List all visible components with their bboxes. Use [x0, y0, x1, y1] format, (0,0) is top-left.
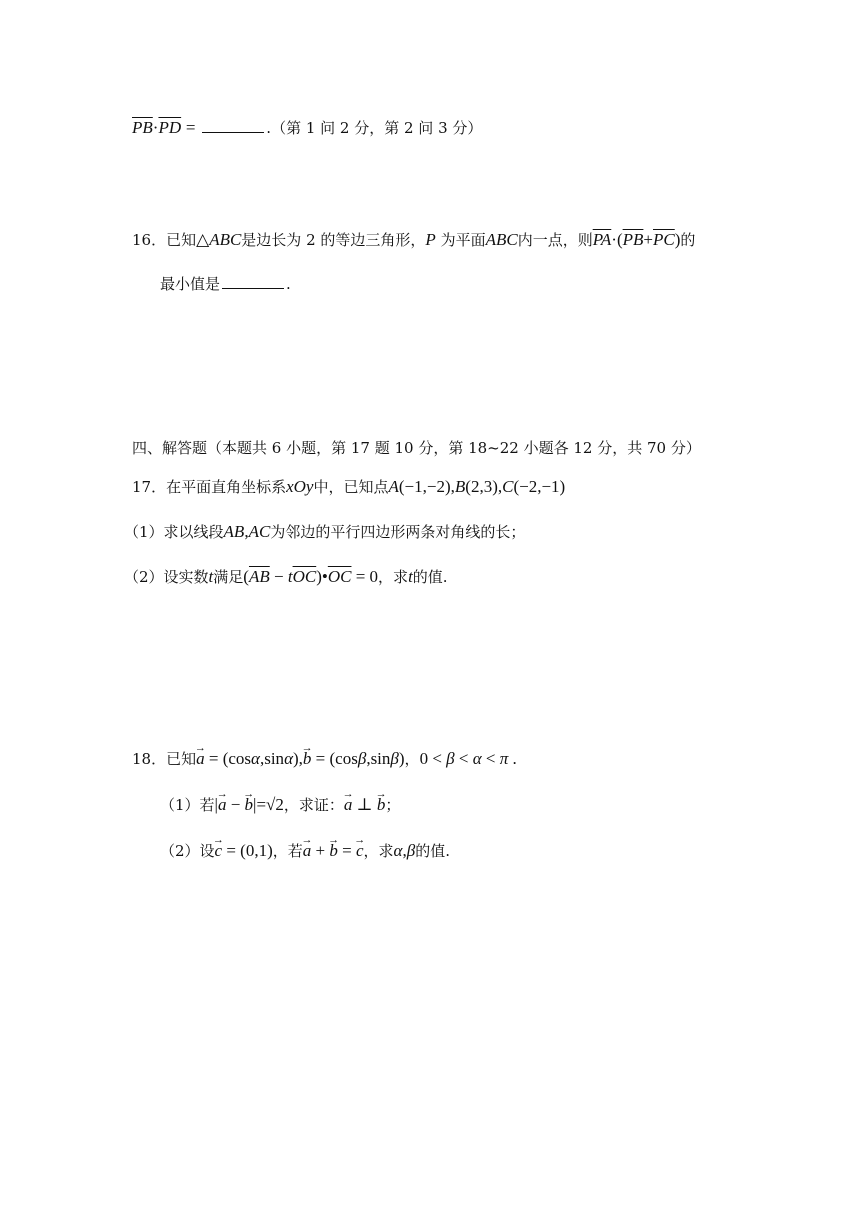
- section-heading-text: 四、解答题（本题共 6 小题，第 17 题 10 分，第 18~22 小题各 12 分，共 70 分）: [132, 439, 701, 457]
- question-18-part-1: [160, 792, 400, 818]
- dot-operator: ·: [152, 118, 159, 137]
- point-p: P: [425, 230, 436, 249]
- equals-sign: =: [337, 841, 356, 860]
- vector-pc: $\overline{PC}$: [653, 230, 675, 249]
- question-text: 最小值是: [160, 275, 221, 293]
- equals-sign: =: [185, 118, 196, 137]
- question-17-line: [132, 474, 565, 500]
- question-number: 16．: [132, 231, 167, 249]
- minus-sign: −: [269, 567, 288, 586]
- vector-pd: $\overline{PD}$: [158, 118, 182, 137]
- coords-c: (−2,−1): [513, 477, 566, 496]
- part-text: ，求: [363, 842, 394, 860]
- part-text: 为邻边的平行四边形两条对角线的长；: [270, 523, 526, 541]
- vector-b: → b: [377, 792, 386, 818]
- question-text: 在平面直角坐标系: [166, 478, 287, 496]
- alpha-symbol: α: [251, 749, 260, 768]
- point-a: A: [388, 477, 399, 496]
- dot-operator: •: [321, 567, 328, 586]
- vector-c: → c: [356, 838, 364, 864]
- beta-symbol: β: [357, 749, 367, 768]
- math-text: 0 <: [419, 749, 447, 768]
- vector-c: → c: [215, 838, 223, 864]
- question-text: 内一点，则: [517, 231, 593, 249]
- pi-symbol: π: [499, 749, 509, 768]
- part-text: （1）求以线段: [124, 523, 224, 541]
- comma: ,: [244, 522, 249, 541]
- beta-symbol: β: [446, 749, 455, 768]
- vector-a: → a: [196, 746, 205, 772]
- question-number: 17．: [132, 478, 167, 496]
- section-4-heading: [132, 435, 701, 461]
- part-text: 的值.: [415, 842, 450, 860]
- vector-b: → b: [329, 838, 338, 864]
- vector-a: → a: [344, 792, 353, 818]
- question-16-line-1: [132, 227, 695, 253]
- variable-t: t: [287, 567, 293, 586]
- question-18-line: [132, 746, 517, 772]
- vector-oc: $\overline{OC}$: [327, 567, 352, 586]
- question-text: 为平面: [440, 231, 486, 249]
- abs-bar: |: [214, 795, 218, 814]
- math-text: ,sin: [259, 749, 285, 768]
- math-text: ): [398, 749, 405, 768]
- sqrt-two: √2: [266, 795, 284, 814]
- left-paren: (: [616, 230, 623, 249]
- variable-t: t: [408, 567, 413, 586]
- plus-sign: +: [311, 841, 330, 860]
- period: .: [508, 749, 517, 768]
- equals-zero: = 0: [351, 567, 379, 586]
- point-b: B: [454, 477, 466, 496]
- plane-label: ABC: [485, 230, 518, 249]
- plus-sign: +: [643, 230, 653, 249]
- question-17-part-2: [124, 564, 448, 590]
- vector-b: → b: [303, 746, 312, 772]
- comma: ,: [402, 841, 407, 860]
- coords-a: (−1,−2),: [398, 477, 455, 496]
- math-text: = (0,1): [222, 841, 273, 860]
- question-text: 的: [680, 231, 696, 249]
- triangle-symbol: △: [196, 230, 210, 249]
- segment-ac: AC: [248, 522, 271, 541]
- beta-symbol: β: [406, 841, 416, 860]
- score-note: （第 1 问 2 分，第 2 问 3 分）: [271, 119, 483, 137]
- part-text: ，求: [378, 568, 409, 586]
- question-text: 中，已知点: [313, 478, 389, 496]
- less-than: <: [481, 749, 500, 768]
- coord-system: xOy: [286, 477, 314, 496]
- question-16-line-2: [160, 271, 291, 297]
- period: .: [266, 119, 272, 137]
- vector-pa: $\overline{PA}$: [592, 230, 612, 249]
- math-text: ,sin: [366, 749, 391, 768]
- right-paren: ): [316, 567, 322, 586]
- period: .: [286, 275, 291, 293]
- perpendicular-symbol: ⊥: [352, 795, 377, 814]
- part-text: ；: [385, 796, 401, 814]
- part-text: 的值.: [412, 568, 448, 586]
- answer-blank[interactable]: [222, 272, 284, 289]
- vector-pb: $\overline{PB}$: [622, 230, 644, 249]
- part-text: （2）设: [160, 842, 215, 860]
- comma: ，: [404, 750, 420, 768]
- left-paren: (: [243, 567, 249, 586]
- alpha-symbol: α: [393, 841, 403, 860]
- vector-b: → b: [245, 792, 254, 818]
- coords-b: (2,3),: [465, 477, 503, 496]
- part-text: （2）设实数: [124, 568, 209, 586]
- question-text: 已知: [166, 750, 197, 768]
- abs-bar: |=: [253, 795, 267, 814]
- beta-symbol: β: [390, 749, 399, 768]
- answer-blank[interactable]: [202, 116, 264, 133]
- vector-oc: $\overline{OC}$: [292, 567, 317, 586]
- part-text: ，求证：: [283, 796, 344, 814]
- dot-operator: ·: [611, 230, 617, 249]
- q15-answer-line: [132, 115, 482, 141]
- vector-a: → a: [303, 838, 312, 864]
- question-text: 是边长为 2 的等边三角形，: [241, 231, 426, 249]
- triangle-label: ABC: [209, 230, 242, 249]
- part-text: ，若: [272, 842, 303, 860]
- vector-ab: $\overline{AB}$: [248, 567, 270, 586]
- point-c: C: [502, 477, 514, 496]
- segment-ab: AB: [223, 522, 245, 541]
- alpha-symbol: α: [284, 749, 293, 768]
- part-text: （1）若: [160, 796, 215, 814]
- minus-sign: −: [226, 795, 245, 814]
- question-18-part-2: [160, 838, 450, 864]
- question-number: 18．: [132, 750, 167, 768]
- right-paren: ): [674, 230, 681, 249]
- variable-t: t: [208, 567, 214, 586]
- vector-a: → a: [218, 792, 227, 818]
- alpha-symbol: α: [472, 749, 482, 768]
- question-text: 已知: [166, 231, 197, 249]
- question-17-part-1: [124, 519, 525, 545]
- less-than: <: [454, 749, 473, 768]
- math-text: ),: [293, 749, 303, 768]
- math-text: = (cos: [311, 749, 358, 768]
- vector-pb: $\overline{PB}$: [132, 118, 153, 137]
- part-text: 满足: [213, 568, 244, 586]
- math-text: = (cos: [204, 749, 252, 768]
